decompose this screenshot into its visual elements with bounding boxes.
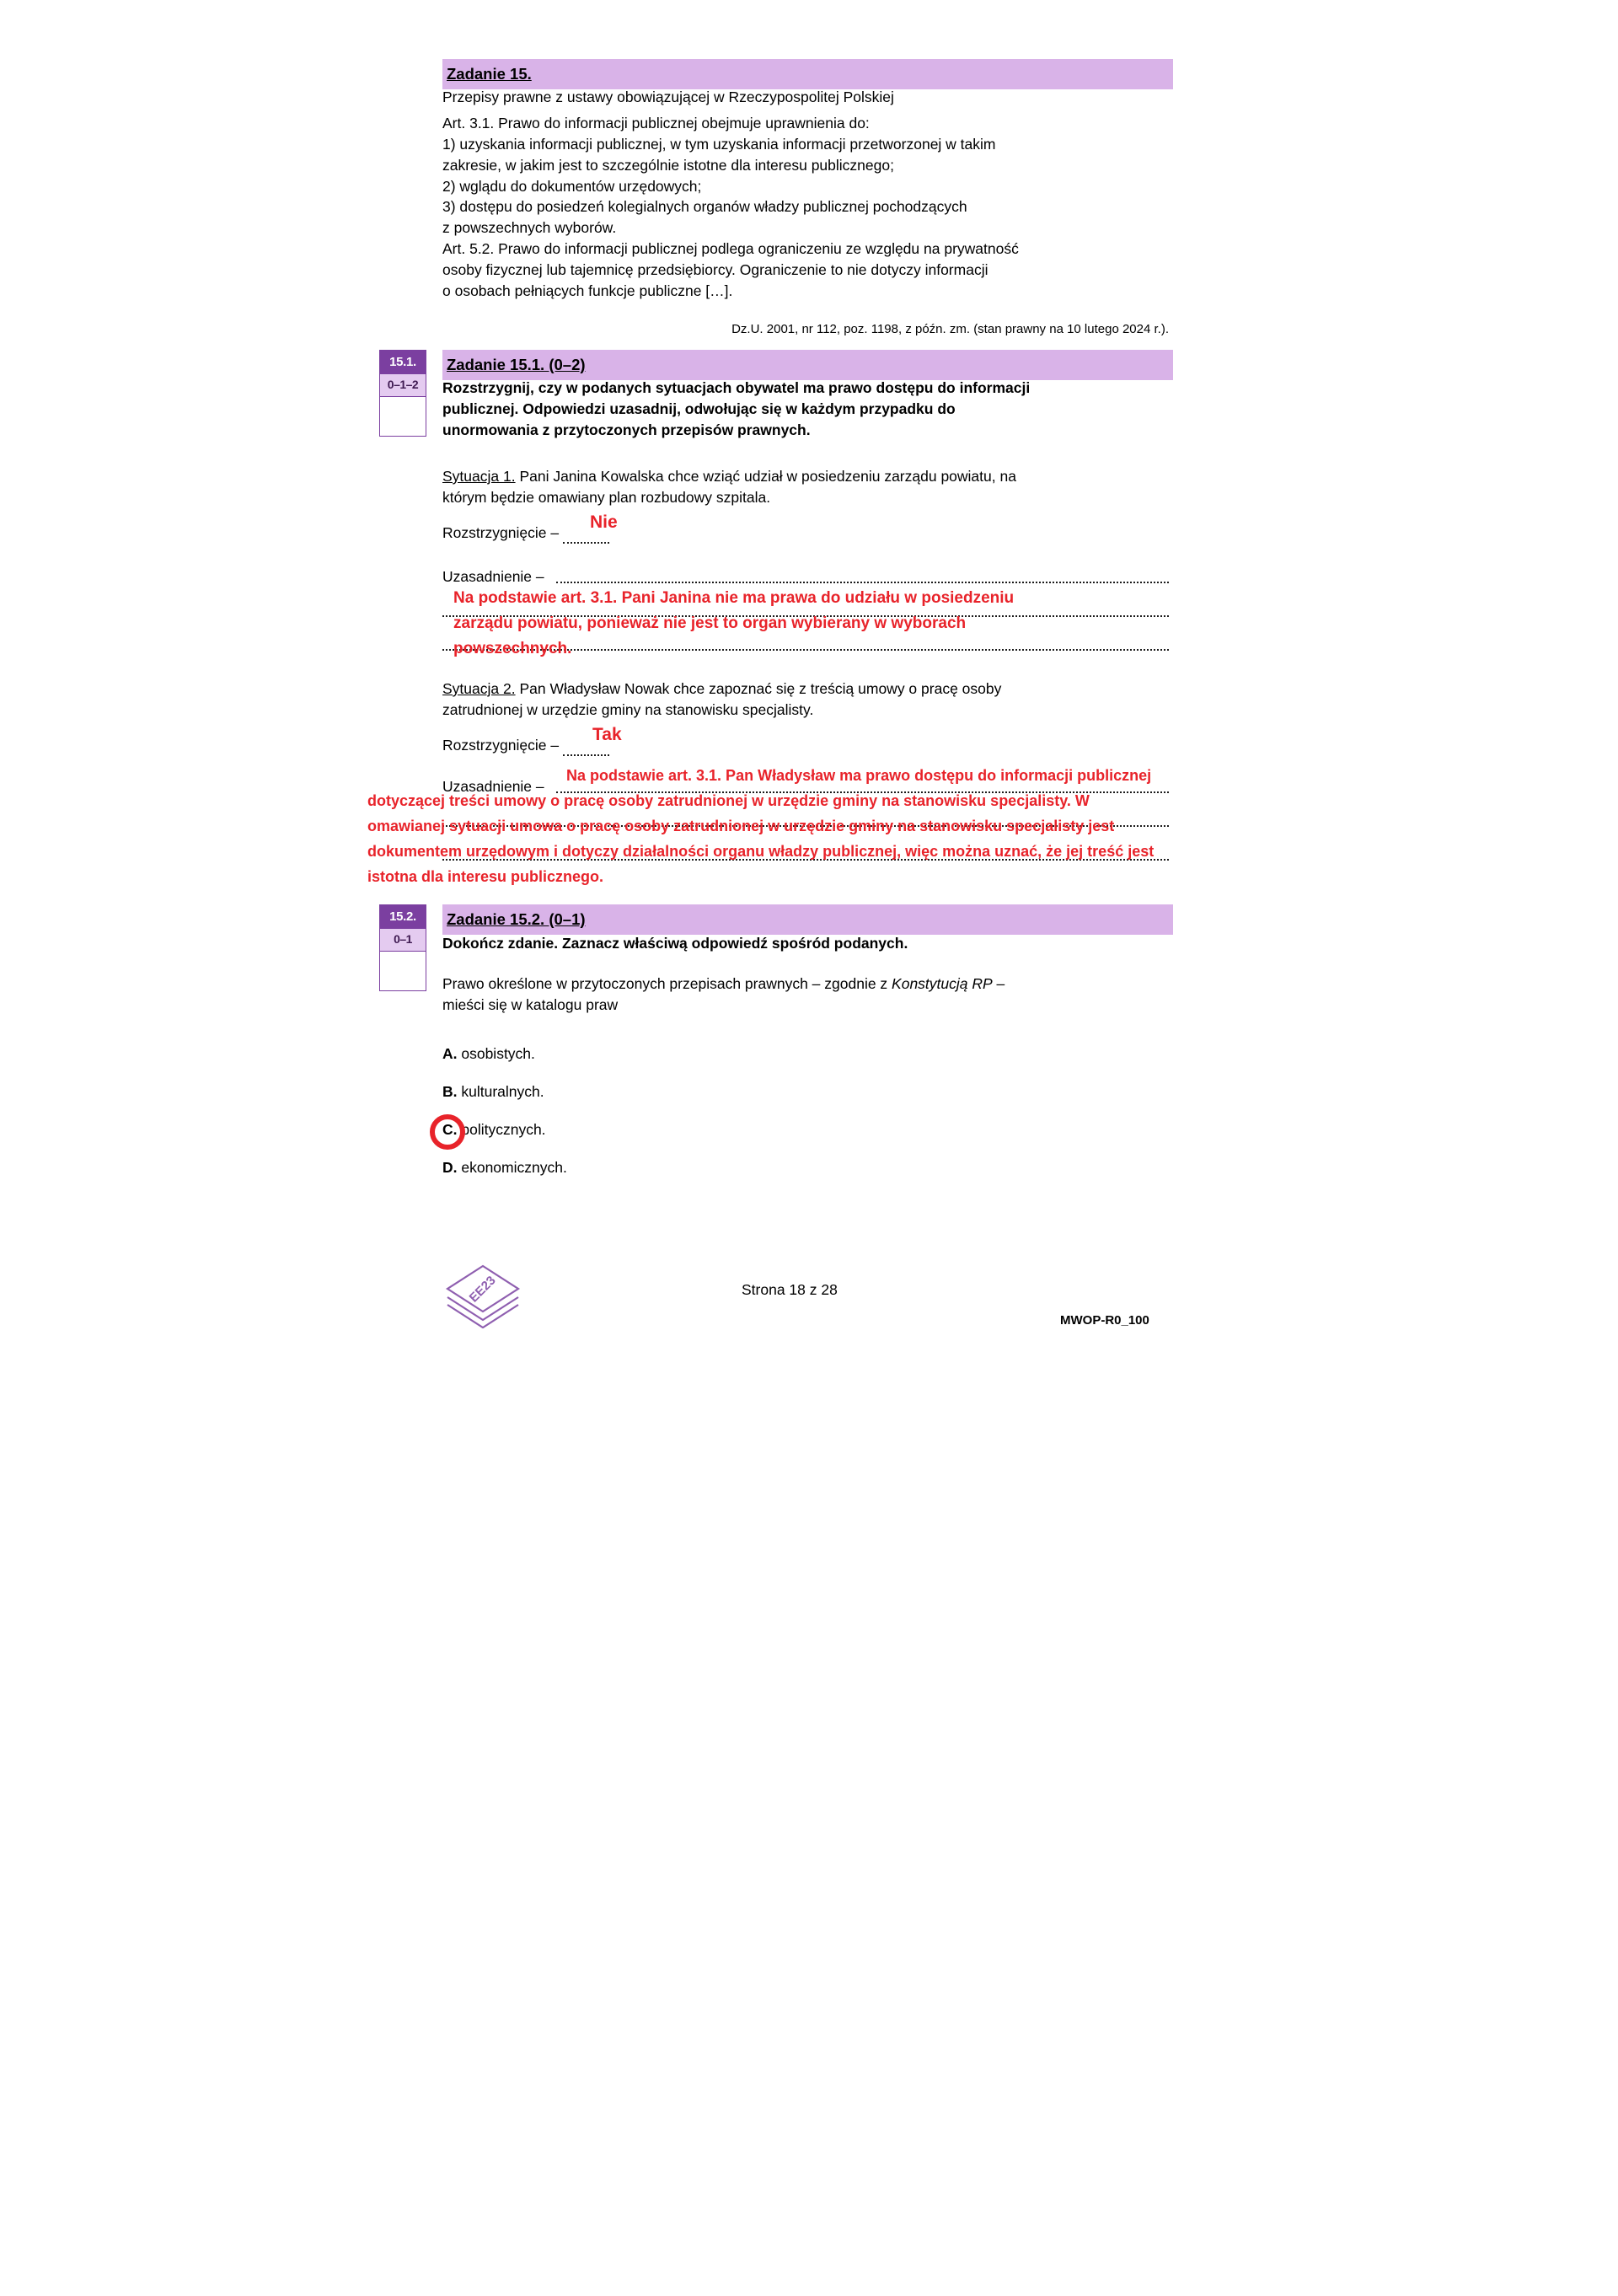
layers-diamond-icon (442, 1263, 523, 1328)
situation-1 (442, 466, 1184, 508)
stem-text-italic: Konstytucją RP (892, 975, 993, 992)
instruction-line: Rozstrzygnij, czy w podanych sytuacjach obywatel ma prawo dostępu do informacji (442, 379, 1031, 396)
decision-1-answer: Nie (590, 512, 618, 532)
justification-2-label: Uzasadnienie – (442, 778, 544, 795)
justification-2-answer-line5: istotna dla interesu publicznego. (367, 868, 604, 885)
justification-2-answer-line2: dotyczącej treści umowy o pracę osoby zatrudnionej w urzędzie gminy na stanowisku specjalisty. W (367, 792, 1090, 809)
situation-2-text-a: Pan Władysław Nowak chce zapoznać się z treścią umowy o pracę osoby (515, 680, 1002, 697)
situation-1-line1 (442, 466, 1184, 487)
option-c-letter: C. (442, 1121, 458, 1138)
task-15-1-banner (442, 350, 1173, 380)
marker-box-15-1-points: 0–1–2 (380, 373, 426, 396)
task-15-banner-label: Zadanie 15. (447, 65, 532, 83)
legal-line: zakresie, w jakim jest to szczególnie istotne dla interesu publicznego; (442, 156, 894, 174)
legal-line: 1) uzyskania informacji publicznej, w tym uzyskania informacji przetworzonej w takim (442, 135, 996, 153)
option-a[interactable] (442, 1043, 535, 1065)
task-15-2-banner-label: Zadanie 15.2. (0–1) (447, 910, 586, 928)
situation-2 (442, 679, 1184, 721)
option-d[interactable] (442, 1157, 567, 1178)
stem-text-a: Prawo określone w przytoczonych przepisach prawnych – zgodnie z (442, 975, 892, 992)
situation-1-line2: którym będzie omawiany plan rozbudowy szpitala. (442, 488, 771, 506)
situation-2-line1 (442, 679, 1184, 700)
marker-box-15-1-id: 15.1. (380, 351, 426, 373)
situation-2-label: Sytuacja 2. (442, 680, 516, 697)
stem-line1 (442, 974, 1184, 995)
legal-line: Art. 5.2. Prawo do informacji publicznej podlega ograniczeniu ze względu na prywatność (442, 240, 1019, 258)
option-a-text: osobistych. (457, 1045, 535, 1062)
justification-1-answer-line3: powszechnych. (453, 640, 572, 657)
option-b-letter: B. (442, 1083, 458, 1100)
legal-line: z powszechnych wyborów. (442, 219, 617, 237)
legal-line: 2) wglądu do dokumentów urzędowych; (442, 177, 702, 195)
marker-box-15-2-id: 15.2. (380, 905, 426, 928)
decision-1-row (442, 523, 609, 544)
justification-1-answer-line2: zarządu powiatu, ponieważ nie jest to organ wybierany w wyborach (453, 614, 967, 632)
situation-2-line2: zatrudnionej w urzędzie gminy na stanowisku specjalisty. (442, 700, 814, 718)
legal-line: osoby fizycznej lub tajemnicę przedsiębiorcy. Ograniczenie to nie dotyczy informacji (442, 260, 988, 278)
decision-2-answer: Tak (592, 725, 622, 744)
task-15-intro: Przepisy prawne z ustawy obowiązującej w Rzeczypospolitej Polskiej (442, 89, 894, 105)
decision-2-row (442, 735, 609, 756)
legal-line: Art. 3.1. Prawo do informacji publicznej obejmuje uprawnienia do: (442, 115, 870, 131)
task-15-banner (442, 59, 1173, 89)
task-15-2-banner (442, 904, 1173, 935)
task-15-1-banner-label: Zadanie 15.1. (0–2) (447, 356, 586, 373)
marker-box-15-1 (379, 350, 426, 437)
marker-box-15-2-score-field[interactable] (380, 951, 426, 990)
option-b[interactable] (442, 1081, 544, 1102)
justification-2-answer-line1: Na podstawie art. 3.1. Pan Władysław ma prawo dostępu do informacji publicznej (566, 767, 1152, 784)
page-number: Strona 18 z 28 (742, 1281, 838, 1298)
option-d-letter: D. (442, 1159, 458, 1176)
marker-box-15-2 (379, 904, 426, 991)
instruction-line: publicznej. Odpowiedzi uzasadnij, odwołując się w każdym przypadku do (442, 400, 956, 417)
instruction-line: unormowania z przytoczonych przepisów prawnych. (442, 421, 811, 438)
option-d-text: ekonomicznych. (457, 1159, 567, 1176)
justification-1-line-1[interactable] (556, 582, 1169, 583)
justification-2-answer-line4: dokumentem urzędowym i dotyczy działalności organu władzy publicznej, więc można uznać, że jej treść jest (367, 843, 1155, 860)
justification-1-answer-line1: Na podstawie art. 3.1. Pani Janina nie ma prawa do udziału w posiedzeniu (453, 589, 1015, 607)
stem-text-b: – (992, 975, 1005, 992)
marker-box-15-2-points: 0–1 (380, 928, 426, 951)
sheet-code: MWOP-R0_100 (1060, 1313, 1149, 1328)
task-15-source: Dz.U. 2001, nr 112, poz. 1198, z późn. zm. (stan prawny na 10 lutego 2024 r.). (731, 322, 1169, 336)
situation-1-text-a: Pani Janina Kowalska chce wziąć udział w posiedzeniu zarządu powiatu, na (515, 468, 1016, 485)
justification-1-label: Uzasadnienie – (442, 568, 544, 585)
marker-box-15-1-score-field[interactable] (380, 396, 426, 436)
justification-1-row (442, 566, 544, 587)
exam-page (337, 0, 1281, 1338)
justification-2-answer-line3: omawianej sytuacji umowa o pracę osoby zatrudnionej w urzędzie gminy na stanowisku specjalisty jest (367, 818, 1115, 834)
task-15-1-instruction (442, 378, 1180, 441)
exam-logo (442, 1263, 523, 1334)
option-b-text: kulturalnych. (457, 1083, 544, 1100)
task-15-legal-text (442, 113, 1184, 302)
task-15-2-instruction: Dokończ zdanie. Zaznacz właściwą odpowiedź spośród podanych. (442, 935, 908, 952)
situation-1-label: Sytuacja 1. (442, 468, 516, 485)
selected-answer-circle (430, 1114, 465, 1150)
decision-2-label: Rozstrzygnięcie – (442, 737, 560, 754)
task-15-2-stem (442, 974, 1184, 1016)
svg-text:EE23: EE23 (466, 1273, 499, 1306)
option-c-text: politycznych. (457, 1121, 546, 1138)
stem-line2: mieści się w katalogu praw (442, 995, 619, 1013)
legal-line: o osobach pełniących funkcje publiczne […]. (442, 282, 733, 299)
option-a-letter: A. (442, 1045, 458, 1062)
decision-1-label: Rozstrzygnięcie – (442, 524, 560, 541)
legal-line: 3) dostępu do posiedzeń kolegialnych organów władzy publicznej pochodzących (442, 198, 967, 216)
